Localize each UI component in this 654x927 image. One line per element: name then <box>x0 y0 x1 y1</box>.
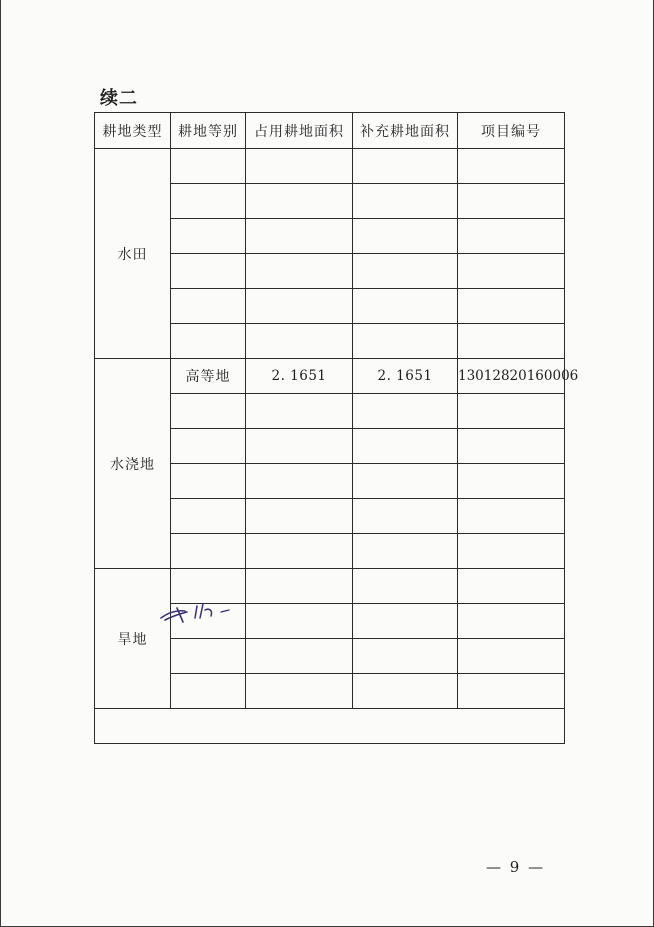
header-farmland-type: 耕地类型 <box>95 113 171 149</box>
farmland-table <box>94 112 579 744</box>
grade-cell <box>171 184 246 219</box>
occupied-area-cell <box>246 289 353 324</box>
grade-cell <box>171 394 246 429</box>
continuation-heading: 续二 <box>100 88 138 109</box>
project-number-cell <box>458 219 565 254</box>
table-row <box>95 149 565 184</box>
note-area <box>95 709 565 744</box>
occupied-area-cell <box>246 324 353 359</box>
grade-cell: 高等地 <box>171 359 246 394</box>
occupied-area-cell <box>246 429 353 464</box>
occupied-area-cell <box>246 464 353 499</box>
grade-cell <box>171 639 246 674</box>
project-number-cell <box>458 569 565 604</box>
supplemented-area-cell <box>353 569 458 604</box>
project-number-cell <box>458 149 565 184</box>
project-number-cell <box>458 604 565 639</box>
occupied-area-cell <box>246 254 353 289</box>
supplemented-area-cell <box>353 149 458 184</box>
project-number-cell: 13012820160006 <box>458 359 565 394</box>
header-occupied-area: 占用耕地面积 <box>246 113 353 149</box>
handwritten-mark <box>159 598 243 628</box>
farmland-type-paddy: 水田 <box>95 149 171 359</box>
supplemented-area-cell: 2. 1651 <box>353 359 458 394</box>
supplemented-area-cell <box>353 184 458 219</box>
project-number-cell <box>458 499 565 534</box>
project-number-cell <box>458 674 565 709</box>
supplemented-area-cell <box>353 324 458 359</box>
project-number-cell <box>458 534 565 569</box>
grade-cell <box>171 499 246 534</box>
occupied-area-cell <box>246 674 353 709</box>
farmland-type-irrigated: 水浇地 <box>95 359 171 569</box>
occupied-area-cell <box>246 149 353 184</box>
page-number: — 9 — <box>486 858 546 876</box>
project-number-cell <box>458 324 565 359</box>
project-number-cell <box>458 394 565 429</box>
grade-cell <box>171 429 246 464</box>
occupied-area-cell <box>246 184 353 219</box>
grade-cell <box>171 674 246 709</box>
project-number-cell <box>458 464 565 499</box>
occupied-area-cell <box>246 569 353 604</box>
header-farmland-grade: 耕地等别 <box>171 113 246 149</box>
supplemented-area-cell <box>353 604 458 639</box>
supplemented-area-cell <box>353 219 458 254</box>
supplemented-area-cell <box>353 464 458 499</box>
project-number-cell <box>458 639 565 674</box>
occupied-area-cell <box>246 394 353 429</box>
occupied-area-cell <box>246 639 353 674</box>
header-supplemented-area: 补充耕地面积 <box>353 113 458 149</box>
supplemented-area-cell <box>353 639 458 674</box>
occupied-area-cell <box>246 604 353 639</box>
occupied-area-cell: 2. 1651 <box>246 359 353 394</box>
supplemented-area-cell <box>353 394 458 429</box>
project-number-cell <box>458 289 565 324</box>
grade-cell <box>171 149 246 184</box>
grade-cell <box>171 464 246 499</box>
occupied-area-cell <box>246 534 353 569</box>
supplemented-area-cell <box>353 289 458 324</box>
grade-cell <box>171 219 246 254</box>
supplemented-area-cell <box>353 499 458 534</box>
occupied-area-cell <box>246 219 353 254</box>
farmland-type-dry: 旱地 <box>95 569 171 709</box>
project-number-cell <box>458 184 565 219</box>
project-number-cell <box>458 429 565 464</box>
table-header-row <box>95 113 565 149</box>
table-row <box>95 709 565 744</box>
supplemented-area-cell <box>353 254 458 289</box>
project-number-cell <box>458 254 565 289</box>
supplemented-area-cell <box>353 429 458 464</box>
supplemented-area-cell <box>353 534 458 569</box>
occupied-area-cell <box>246 499 353 534</box>
grade-cell <box>171 324 246 359</box>
grade-cell <box>171 254 246 289</box>
header-project-number: 项目编号 <box>458 113 565 149</box>
table-row <box>95 359 565 394</box>
supplemented-area-cell <box>353 674 458 709</box>
grade-cell <box>171 534 246 569</box>
grade-cell <box>171 289 246 324</box>
